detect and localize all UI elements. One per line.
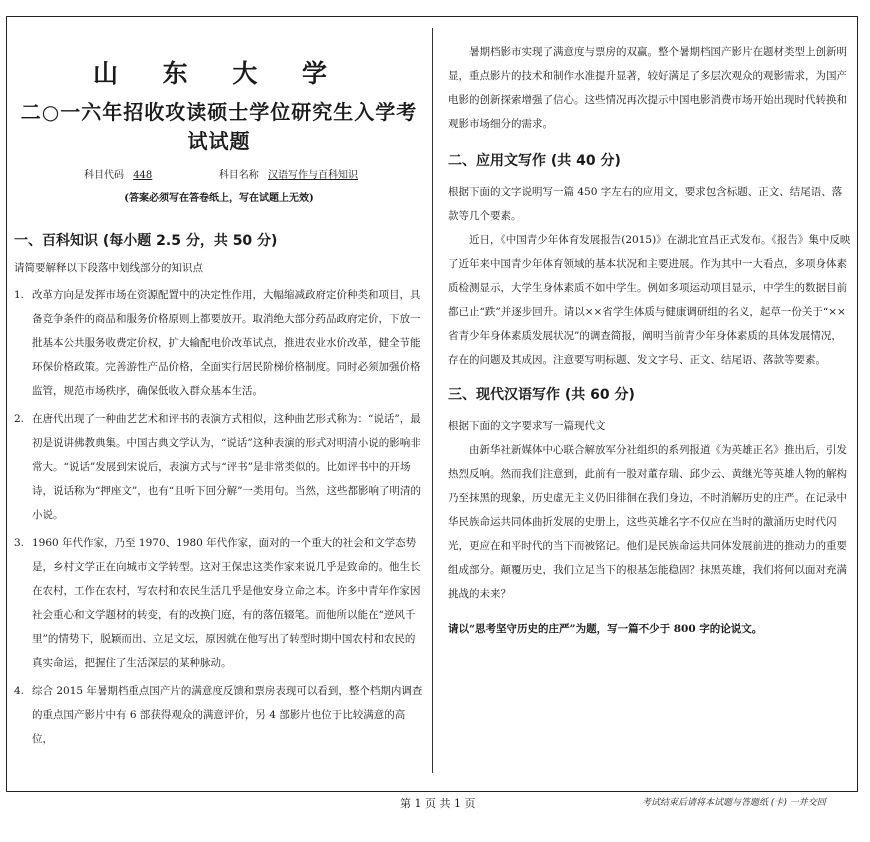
subject-name-label: 科目名称: [218, 170, 259, 181]
question-4-text: 综合 2015 年暑期档重点国产片的满意度反馈和票房表现可以看到，整个档期内调查的重点国产影片中有 6 部获得观众的满意评价，另 4 部影片也位于比较满意的高位，: [32, 685, 423, 745]
section-3-body: 由新华社新媒体中心联合解放军分社组织的系列报道《为英雄正名》推出后，引发热烈反响。然而我们注意到，此前有一股对董存瑞、邱少云、黄继光等英雄人物的解构乃至抹黑的现象，历史虚无主义仍旧徘徊在我们身边，不时消解历史的庄严。在记录中华民族命运共同体曲折发展的史册上，这些英雄名字不仅应在当时的激涌历史时代闪光，更应在和平时代的当下而被铭记。他们是民族命运共同体发展前进的推动力的重要组成部分。颠覆历史，我们立足当下的根基怎能稳固？抹黑英雄，我们将何以面对充满挑战的未来？: [448, 444, 847, 600]
university-name: 山 东 大 学: [92, 59, 346, 88]
section-3-instruction: 根据下面的文字要求写一篇现代文: [448, 420, 606, 432]
subject-name: [219, 166, 364, 181]
question-2: [14, 407, 424, 527]
section-1-instruction: 请简要解释以下段落中划线部分的知识点: [14, 262, 203, 274]
section-2-instruction: 根据下面的文字说明写一篇 450 字左右的应用文，要求包含标题、正文、结尾语、落款等几个要素。: [448, 186, 843, 222]
question-1-number: 1.: [14, 289, 25, 301]
question-1: [14, 283, 424, 403]
subject-name-value: 汉语写作与百科知识: [268, 170, 358, 181]
subject-code-value: 448: [133, 170, 153, 181]
question-4-number: 4.: [14, 685, 25, 697]
exam-title: 二○一六年招收攻读硕士学位研究生入学考试试题: [20, 100, 418, 153]
subject-meta: [14, 166, 424, 181]
right-column: [448, 40, 852, 651]
section-3-title: 三、现代汉语写作 (共 60 分): [448, 387, 635, 403]
question-4: [14, 679, 424, 751]
page-number: 第 1 页 共 1 页: [400, 797, 476, 810]
column-divider: [432, 28, 433, 773]
subject-code-label: 科目代码: [84, 170, 124, 181]
subject-code: [84, 166, 158, 181]
answer-notice: (答案必须写在答卷纸上，写在试题上无效): [124, 193, 314, 204]
left-column: [14, 50, 424, 755]
question-1-text: 改革方向是发挥市场在资源配置中的决定性作用，大幅缩减政府定价种类和项目，具备竞争条件的商品和服务价格原则上都要放开。取消绝大部分药品政府定价，下放一批基本公共服务收费定价权，扩大输配电价改革试点，推进农业水价改革，健全节能环保价格政策。完善游性产品价格，全面实行居民阶梯价格制度。同时必须加强价格监管，规范市场秩序，确保低收入群众基本生活。: [32, 289, 421, 397]
question-4-continued: 暑期档影市实现了满意度与票房的双赢。整个暑期档国产影片在题材类型上创新明显，重点影片的技术和制作水准提升显著，较好满足了多层次观众的观影需求，为国产电影的创新探索增强了信心。这些情况再次提示中国电影消费市场开始出现时代转换和观影市场细分的需求。: [448, 46, 847, 130]
section-1-title: 一、百科知识 (每小题 2.5 分，共 50 分): [14, 233, 278, 249]
question-3-text: 1960 年代作家，乃至 1970、1980 年代作家，面对的一个重大的社会和文学态势是，乡村文学正在向城市文学转型。这对王保忠这类作家来说几乎是致命的。他生长在农村，工作在农村，写农村和农民生活几乎是他安身立命之本。许多中青年作家因社会重心和文学题材的转变，有的改换门庭，有的落伍辍笔。而他所以能在“逆风千里”的情势下，脱颖而出、立足文坛，原因就在他写出了转型时期中国农村和农民的真实命运，把握住了生活深层的某种脉动。: [32, 537, 421, 669]
section-2-title: 二、应用文写作 (共 40 分): [448, 153, 621, 169]
section-2-body: 近日，《中国青少年体育发展报告(2015)》在湖北宜昌正式发布。《报告》集中反映了近年来中国青少年体育领域的基本状况和主要进展。作为其中一大看点，多项身体素质检测显示，大学生身体素质不如中学生。例如多项运动项目显示，中学生的数据目前都已止“跌”并逐步回升。请以××省学生体质与健康调研组的名义，起草一份关于“××省青少年身体素质发展状况”的调查简报，阐明当前青少年身体素质的具体发展情况，存在的问题及其成因。注意要写明标题、发文字号、正文、结尾语、落款等要素。: [448, 234, 851, 366]
question-2-text: 在唐代出现了一种曲艺艺术和评书的表演方式相似，这种曲艺形式称为：“说话”，最初是说讲佛教典集。中国古典文学认为，“说话”这种表演的形式对明清小说的影响非常大。“说话”发展到宋说后，表演方式与“评书”是非常类似的。比如评书中的开场诗，说话称为“押座文”，也有“且听下回分解”一类用句。当然，这些都影响了明清的小说。: [32, 413, 421, 521]
section-3-task: 请以“思考坚守历史的庄严”为题，写一篇不少于 800 字的论说文。: [448, 622, 763, 635]
footer-note: 考试结束后请将本试题与答题纸 (卡) 一并交回: [642, 798, 826, 808]
question-3: [14, 531, 424, 675]
question-3-number: 3.: [14, 537, 25, 549]
question-2-number: 2.: [14, 413, 25, 425]
